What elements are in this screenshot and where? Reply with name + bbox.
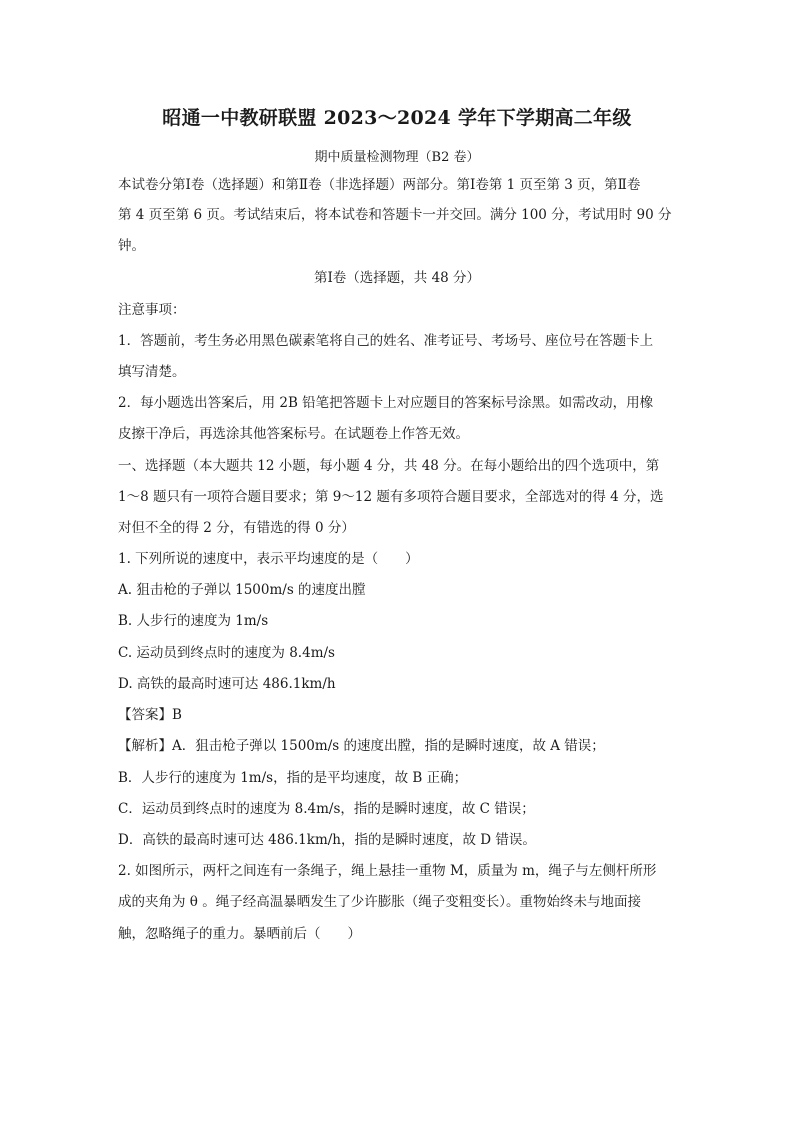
part-instructions-line: 1～8 题只有一项符合题目要求；第 9～12 题有多项符合题目要求，全部选对的得 4 分，选: [118, 489, 664, 505]
question-2-line: 2. 如图所示，两杆之间连有一条绳子，绳上悬挂一重物 M，质量为 m，绳子与左侧杆所形: [118, 863, 657, 879]
notes-heading: 注意事项：: [118, 302, 186, 318]
question-1-option-b: B. 人步行的速度为 1m/s: [118, 613, 269, 629]
question-1-option-c: C. 运动员到终点时的速度为 8.4m/s: [118, 645, 335, 661]
question-1-option-d: D. 高铁的最高时速可达 486.1km/h: [118, 676, 336, 692]
page-title: 昭通一中教研联盟 2023～2024 学年下学期高二年级: [162, 107, 632, 129]
question-2-line: 成的夹角为 θ 。绳子经高温暴晒发生了少许膨胀（绳子变粗变长）。重物始终未与地面接: [118, 894, 641, 910]
notes-line: 1．答题前，考生务必用黑色碳素笔将自己的姓名、准考证号、考场号、座位号在答题卡上: [118, 333, 654, 349]
intro-line: 第 4 页至第 6 页。考试结束后，将本试卷和答题卡一并交回。满分 100 分，考试用时 90 分: [118, 207, 672, 223]
question-1-analysis-line: D．高铁的最高时速可达 486.1km/h，指的是瞬时速度，故 D 错误。: [118, 832, 536, 848]
question-1-analysis-line: C．运动员到终点时的速度为 8.4m/s，指的是瞬时速度，故 C 错误；: [118, 801, 535, 817]
question-1-analysis-line: B．人步行的速度为 1m/s，指的是平均速度，故 B 正确；: [118, 770, 468, 786]
notes-line: 皮擦干净后，再选涂其他答案标号。在试题卷上作答无效。: [118, 426, 469, 442]
question-1-option-a: A. 狙击枪的子弹以 1500m/s 的速度出膛: [118, 582, 366, 598]
notes-line: 2．每小题选出答案后，用 2B 铅笔把答题卡上对应题目的答案标号涂黑。如需改动，用橡: [118, 395, 654, 411]
question-1-stem: 1. 下列所说的速度中，表示平均速度的是（ ）: [118, 551, 419, 567]
question-1-analysis-line: 【解析】A．狙击枪子弹以 1500m/s 的速度出膛，指的是瞬时速度，故 A 错误；: [118, 738, 605, 754]
intro-line: 钟。: [118, 238, 145, 254]
section-heading: 第Ⅰ卷（选择题，共 48 分）: [313, 270, 481, 286]
intro-line: 本试卷分第Ⅰ卷（选择题）和第Ⅱ卷（非选择题）两部分。第Ⅰ卷第 1 页至第 3 页，第Ⅱ卷: [118, 177, 641, 193]
page-subtitle: 期中质量检测物理（B2 卷）: [314, 150, 480, 165]
part-instructions-line: 对但不全的得 2 分，有错选的得 0 分）: [118, 520, 355, 536]
part-instructions-line: 一、选择题（本大题共 12 小题，每小题 4 分，共 48 分。在每小题给出的四个选项中，第: [118, 458, 660, 474]
question-1-answer: 【答案】B: [118, 707, 182, 723]
question-2-line: 触，忽略绳子的重力。暴晒前后（ ）: [118, 926, 361, 942]
notes-line: 填写清楚。: [118, 364, 186, 380]
